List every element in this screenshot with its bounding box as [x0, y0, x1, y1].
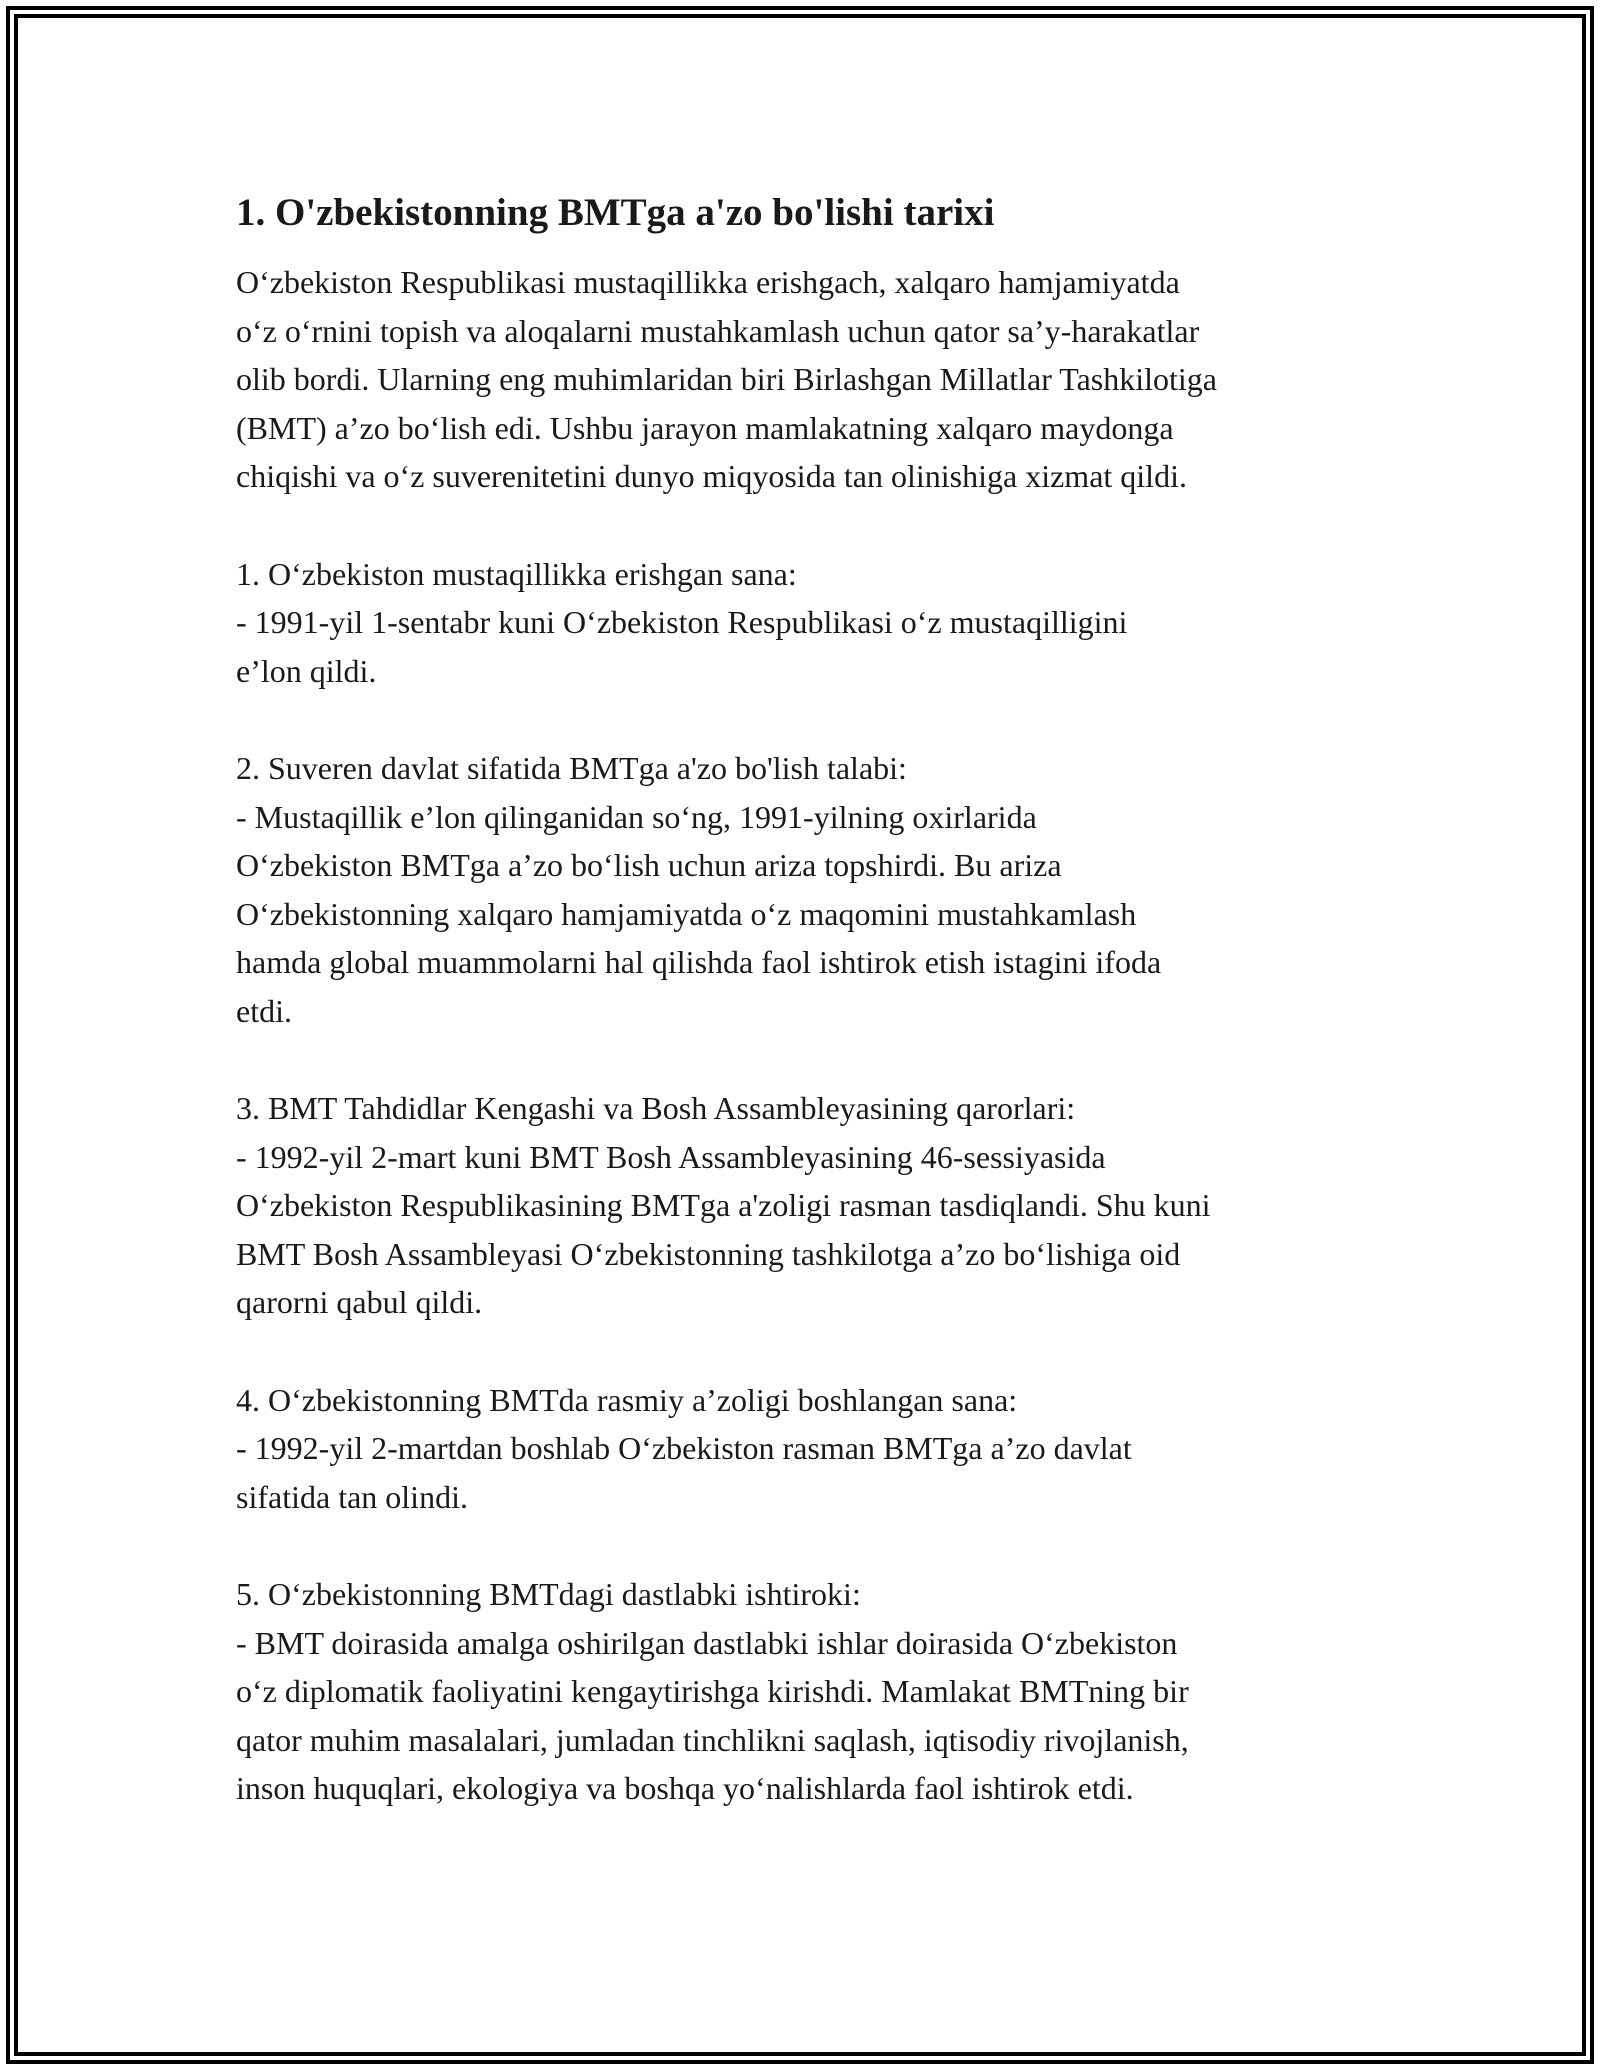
- section-body: - 1992-yil 2-martdan boshlab O‘zbekiston rasman BMTga a’zo davlat sifatida tan olindi.: [236, 1430, 1132, 1515]
- document-title: 1. O'zbekistonning BMTga a'zo bo'lishi tarixi: [236, 191, 995, 234]
- section-body: - 1992-yil 2-mart kuni BMT Bosh Assambleyasining 46-sessiyasida O‘zbekiston Respublikasining BMTga a'zoligi rasman tasdiqlandi. Shu kuni BMT Bosh Assambleyasi O‘zbekistonning tashkilotga a’zo bo‘lishiga oid qarorni qabul qildi.: [236, 1138, 1211, 1320]
- section-2: [236, 744, 1366, 1035]
- section-3: [236, 1084, 1366, 1327]
- section-heading: 2. Suveren davlat sifatida BMTga a'zo bo'lish talabi:: [236, 750, 907, 786]
- section-5: [236, 1570, 1366, 1813]
- section-heading: 5. O‘zbekistonning BMTdagi dastlabki ishtiroki:: [236, 1576, 861, 1612]
- section-1: [236, 550, 1366, 696]
- intro-paragraph: O‘zbekiston Respublikasi mustaqillikka erishgach, xalqaro hamjamiyatda o‘z o‘rnini topish va aloqalarni mustahkamlash uchun qator sa’y-harakatlar olib bordi. Ularning eng muhimlaridan biri Birlashgan Millatlar Tashkilotiga (BMT) a’zo bo‘lish edi. Ushbu jarayon mamlakatning xalqaro maydonga chiqishi va o‘z suverenitetini dunyo miqyosida tan olinishiga xizmat qildi.: [236, 264, 1217, 494]
- section-4: [236, 1376, 1366, 1522]
- section-heading: 3. BMT Tahdidlar Kengashi va Bosh Assambleyasining qarorlari:: [236, 1090, 1076, 1126]
- section-heading: 4. O‘zbekistonning BMTda rasmiy a’zoligi boshlangan sana:: [236, 1381, 1018, 1418]
- section-body: - Mustaqillik e’lon qilinganidan so‘ng, 1991-yilning oxirlarida O‘zbekiston BMTga a’zo bo‘lish uchun ariza topshirdi. Bu ariza O‘zbekistonning xalqaro hamjamiyatda o‘z maqomini mustahkamlash hamda global muammolarni hal qilishda faol ishtirok etish istagini ifoda etdi.: [236, 798, 1162, 1029]
- document-body: [236, 188, 1366, 1862]
- section-heading: 1. O‘zbekiston mustaqillikka erishgan sana:: [236, 555, 797, 592]
- section-body: - 1991-yil 1-sentabr kuni O‘zbekiston Respublikasi o‘z mustaqilligini e’lon qildi.: [236, 604, 1128, 689]
- section-body: - BMT doirasida amalga oshirilgan dastlabki ishlar doirasida O‘zbekiston o‘z diplomatik faoliyatini kengaytirishga kirishdi. Mamlakat BMTning bir qator muhim masalalari, jumladan tinchlikni saqlash, iqtisodiy rivojlanish, inson huquqlari, ekologiya va boshqa yo‘nalishlarda faol ishtirok etdi.: [236, 1624, 1189, 1806]
